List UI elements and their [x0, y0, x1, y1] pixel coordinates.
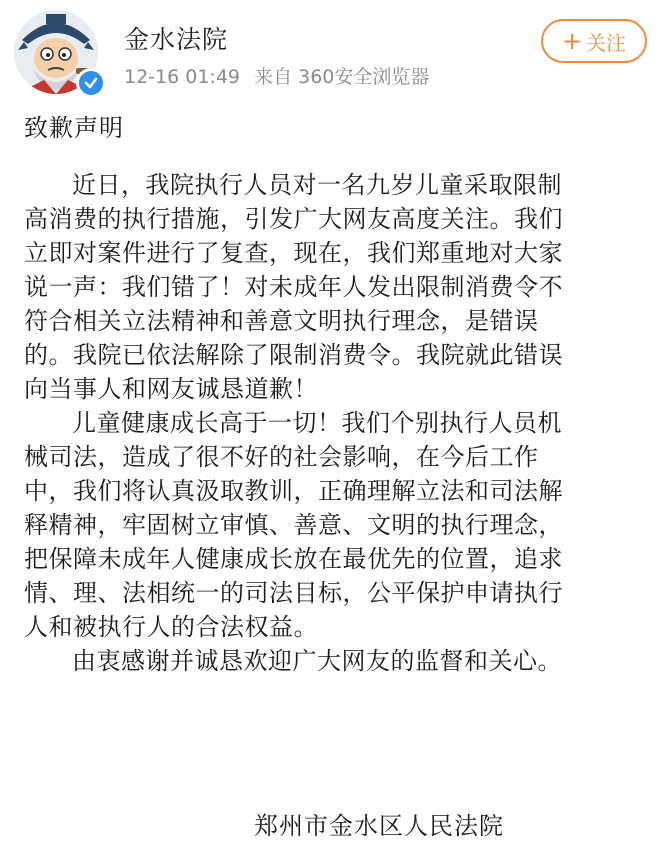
post-line: 近日，我院执行人员对一名九岁儿童采取限制 — [72, 171, 562, 199]
post-line: 高消费的执行措施，引发广大网友高度关注。我们 — [24, 205, 563, 233]
post-line: 由衷感谢并诚恳欢迎广大网友的监督和关心。 — [72, 647, 562, 675]
post-signature: 郑州市金水区人民法院 — [254, 812, 504, 840]
post-meta — [124, 62, 437, 89]
verified-badge-icon — [76, 68, 106, 98]
post-line: 中，我们将认真汲取教训，正确理解立法和司法解 — [24, 477, 563, 505]
post-line: 儿童健康成长高于一切！我们个别执行人员机 — [72, 409, 562, 437]
post-source: 来自 360安全浏览器 — [254, 66, 430, 88]
post-timestamp: 12-16 01:49 — [124, 66, 241, 88]
post-line: 人和被执行人的合法权益。 — [24, 613, 318, 641]
post-header — [0, 0, 666, 100]
plus-icon: + — [561, 27, 583, 55]
post-body — [24, 168, 636, 678]
follow-button[interactable] — [541, 19, 647, 63]
post-line: 释精神，牢固树立审慎、善意、文明的执行理念， — [24, 511, 563, 539]
post-line: 向当事人和网友诚恳道歉！ — [24, 375, 318, 403]
follow-label: 关注 — [586, 30, 627, 55]
post-line: 立即对案件进行了复查，现在，我们郑重地对大家 — [24, 239, 563, 267]
post-line: 符合相关立法精神和善意文明执行理念，是错误 — [24, 307, 539, 335]
account-name[interactable]: 金水法院 — [124, 25, 229, 54]
post-line: 说一声：我们错了！对未成年人发出限制消费令不 — [24, 273, 563, 301]
post-title: 致歉声明 — [24, 114, 124, 142]
post-line: 械司法，造成了很不好的社会影响，在今后工作 — [24, 443, 539, 471]
avatar[interactable] — [14, 10, 100, 96]
post-line: 的。我院已依法解除了限制消费令。我院就此错误 — [24, 341, 563, 369]
post-line: 情、理、法相统一的司法目标，公平保护申请执行 — [24, 579, 563, 607]
post-line: 把保障未成年人健康成长放在最优先的位置，追求 — [24, 545, 563, 573]
